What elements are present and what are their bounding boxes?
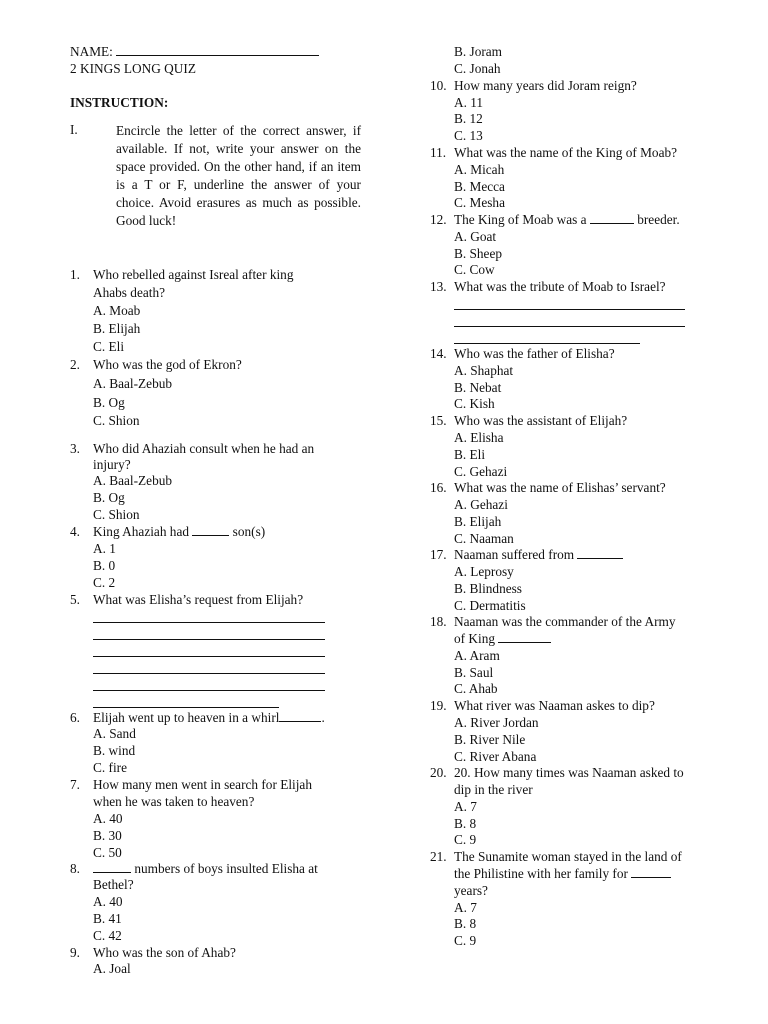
q11-option-c[interactable]: C. Mesha [454, 195, 505, 210]
q3-option-a[interactable]: A. Baal-Zebub [93, 473, 173, 488]
q1-option-c[interactable]: C. Eli [93, 339, 125, 354]
q14-option-a[interactable]: A. Shaphat [454, 363, 514, 378]
q17-number: 17. [430, 547, 447, 562]
q20-option-a[interactable]: A. 7 [454, 799, 477, 814]
q1-question: Who rebelled against Isreal after king [93, 267, 294, 282]
q8-blank[interactable] [93, 861, 131, 873]
q18-number: 18. [430, 614, 447, 629]
q6-number: 6. [70, 710, 80, 725]
q14-number: 14. [430, 346, 447, 361]
q1-number: 1. [70, 267, 80, 282]
q21-option-a[interactable]: A. 7 [454, 900, 477, 915]
q20-option-c[interactable]: C. 9 [454, 832, 477, 847]
q21-question-cont [454, 866, 671, 882]
q7-question-cont: when he was taken to heaven? [93, 794, 255, 809]
q9-question: Who was the son of Ahab? [93, 945, 236, 960]
q18-option-a[interactable]: A. Aram [454, 648, 500, 663]
q6-question-pre: Elijah went up to heaven in a whirl [93, 710, 280, 725]
q5-answer-line[interactable] [93, 639, 325, 640]
q6-blank[interactable] [279, 710, 321, 722]
q11-option-a[interactable]: A. Micah [454, 162, 505, 177]
q8-question-cont: Bethel? [93, 877, 134, 892]
q15-option-c[interactable]: C. Gehazi [454, 464, 508, 479]
q12-question-post: breeder. [637, 212, 680, 227]
q6-option-c[interactable]: C. fire [93, 760, 127, 775]
q14-option-c[interactable]: C. Kish [454, 396, 495, 411]
q4-question-pre: King Ahaziah had [93, 524, 190, 539]
q12-blank[interactable] [590, 212, 634, 224]
q11-question: What was the name of the King of Moab? [454, 145, 678, 160]
q4-question [93, 524, 265, 540]
q8-option-c[interactable]: C. 42 [93, 928, 122, 943]
q14-option-b[interactable]: B. Nebat [454, 380, 502, 395]
q21-option-c[interactable]: C. 9 [454, 933, 477, 948]
q19-option-b[interactable]: B. River Nile [454, 732, 526, 747]
q6-question [93, 710, 325, 726]
q12-question [454, 212, 680, 228]
q16-number: 16. [430, 480, 447, 495]
q13-answer-line[interactable] [454, 309, 685, 310]
q20-number: 20. [430, 765, 447, 780]
q8-number: 8. [70, 861, 80, 876]
q15-option-b[interactable]: B. Eli [454, 447, 486, 462]
q17-option-b[interactable]: B. Blindness [454, 581, 522, 596]
q7-option-a[interactable]: A. 40 [93, 811, 123, 826]
q19-question: What river was Naaman askes to dip? [454, 698, 655, 713]
q18-question-pre: of King [454, 631, 495, 646]
q6-question-post: . [321, 710, 325, 725]
name-blank[interactable] [116, 44, 319, 56]
q3-option-b[interactable]: B. Og [93, 490, 125, 505]
q15-number: 15. [430, 413, 447, 428]
q5-answer-line[interactable] [93, 707, 279, 708]
q6-option-a[interactable]: A. Sand [93, 726, 136, 741]
q5-answer-line[interactable] [93, 673, 325, 674]
instruction-number: I. [70, 122, 78, 137]
q20-question: 20. How many times was Naaman asked to [454, 765, 684, 780]
q21-question-cont2: years? [454, 883, 488, 898]
q12-number: 12. [430, 212, 447, 227]
q3-option-c[interactable]: C. Shion [93, 507, 140, 522]
name-label: NAME: [70, 44, 113, 59]
q5-answer-line[interactable] [93, 656, 325, 657]
q20-question-cont: dip in the river [454, 782, 533, 797]
q10-question: How many years did Joram reign? [454, 78, 637, 93]
q4-option-b[interactable]: B. 0 [93, 558, 116, 573]
q18-option-b[interactable]: B. Saul [454, 665, 494, 680]
q18-question-cont [454, 631, 551, 647]
q3-question-cont: injury? [93, 457, 131, 472]
q21-question: The Sunamite woman stayed in the land of [454, 849, 682, 864]
q10-option-b[interactable]: B. 12 [454, 111, 483, 126]
q13-answer-line[interactable] [454, 326, 685, 327]
q18-question: Naaman was the commander of the Army [454, 614, 676, 629]
q5-question: What was Elisha’s request from Elijah? [93, 592, 304, 607]
q5-answer-line[interactable] [93, 622, 325, 623]
q10-option-a[interactable]: A. 11 [454, 95, 484, 110]
q19-option-c[interactable]: C. River Abana [454, 749, 537, 764]
q5-number: 5. [70, 592, 80, 607]
q11-option-b[interactable]: B. Mecca [454, 179, 505, 194]
q5-answer-line[interactable] [93, 690, 325, 691]
q4-blank[interactable] [192, 524, 229, 536]
q11-number: 11. [430, 145, 447, 160]
q8-option-b[interactable]: B. 41 [93, 911, 122, 926]
q9-number: 9. [70, 945, 80, 960]
instruction-text: Encircle the letter of the correct answer, if available. If not, write your answer on the space provided. On the other hand, if an item is a T or F, underline the answer of your choice. Avoid erasures as much as possible. Good luck! [116, 123, 361, 228]
name-field [70, 44, 319, 60]
q1-option-a[interactable]: A. Moab [93, 303, 141, 318]
q12-option-c[interactable]: C. Cow [454, 262, 495, 277]
q12-option-b[interactable]: B. Sheep [454, 246, 503, 261]
q10-option-c[interactable]: C. 13 [454, 128, 483, 143]
instruction-heading: INSTRUCTION: [70, 95, 169, 110]
q19-option-a[interactable]: A. River Jordan [454, 715, 539, 730]
q7-option-c[interactable]: C. 50 [93, 845, 122, 860]
q19-number: 19. [430, 698, 447, 713]
q9-option-c[interactable]: C. Jonah [454, 61, 501, 76]
q16-option-c[interactable]: C. Naaman [454, 531, 514, 546]
q1-question-cont: Ahabs death? [93, 285, 165, 300]
q7-question: How many men went in search for Elijah [93, 777, 312, 792]
q12-question-pre: The King of Moab was a [454, 212, 587, 227]
q8-option-a[interactable]: A. 40 [93, 894, 123, 909]
q9-option-b[interactable]: B. Joram [454, 44, 503, 59]
q13-question: What was the tribute of Moab to Israel? [454, 279, 666, 294]
q13-answer-line[interactable] [454, 343, 640, 344]
q10-number: 10. [430, 78, 447, 93]
q7-number: 7. [70, 777, 80, 792]
q15-option-a[interactable]: A. Elisha [454, 430, 504, 445]
q14-question: Who was the father of Elisha? [454, 346, 615, 361]
q21-option-b[interactable]: B. 8 [454, 916, 477, 931]
q8-question-post: numbers of boys insulted Elisha at [134, 861, 318, 876]
q17-blank[interactable] [577, 547, 623, 559]
q16-option-a[interactable]: A. Gehazi [454, 497, 508, 512]
q4-option-a[interactable]: A. 1 [93, 541, 116, 556]
q4-option-c[interactable]: C. 2 [93, 575, 116, 590]
q1-option-b[interactable]: B. Elijah [93, 321, 141, 336]
q21-blank[interactable] [631, 866, 671, 878]
q18-blank[interactable] [498, 631, 551, 643]
q3-question: Who did Ahaziah consult when he had an [93, 441, 315, 456]
q13-number: 13. [430, 279, 447, 294]
q17-option-a[interactable]: A. Leprosy [454, 564, 514, 579]
q4-number: 4. [70, 524, 80, 539]
q21-number: 21. [430, 849, 447, 864]
q17-question [454, 547, 623, 563]
q16-option-b[interactable]: B. Elijah [454, 514, 502, 529]
q17-question-pre: Naaman suffered from [454, 547, 575, 562]
q20-option-b[interactable]: B. 8 [454, 816, 477, 831]
q6-option-b[interactable]: B. wind [93, 743, 136, 758]
q8-question [93, 861, 318, 877]
q18-option-c[interactable]: C. Ahab [454, 681, 498, 696]
q16-question: What was the name of Elishas’ servant? [454, 480, 666, 495]
q2-option-b[interactable]: B. Og [93, 395, 125, 410]
q12-option-a[interactable]: A. Goat [454, 229, 497, 244]
q2-question: Who was the god of Ekron? [93, 357, 242, 372]
q4-question-post: son(s) [232, 524, 266, 539]
q2-option-c[interactable]: C. Shion [93, 413, 140, 428]
q21-question-pre: the Philistine with her family for [454, 866, 628, 881]
q3-number: 3. [70, 441, 80, 456]
q9-option-a[interactable]: A. Joal [93, 961, 131, 976]
q7-option-b[interactable]: B. 30 [93, 828, 122, 843]
q17-option-c[interactable]: C. Dermatitis [454, 598, 526, 613]
q2-number: 2. [70, 357, 80, 372]
q15-question: Who was the assistant of Elijah? [454, 413, 628, 428]
quiz-title: 2 KINGS LONG QUIZ [70, 61, 196, 76]
q2-option-a[interactable]: A. Baal-Zebub [93, 376, 173, 391]
